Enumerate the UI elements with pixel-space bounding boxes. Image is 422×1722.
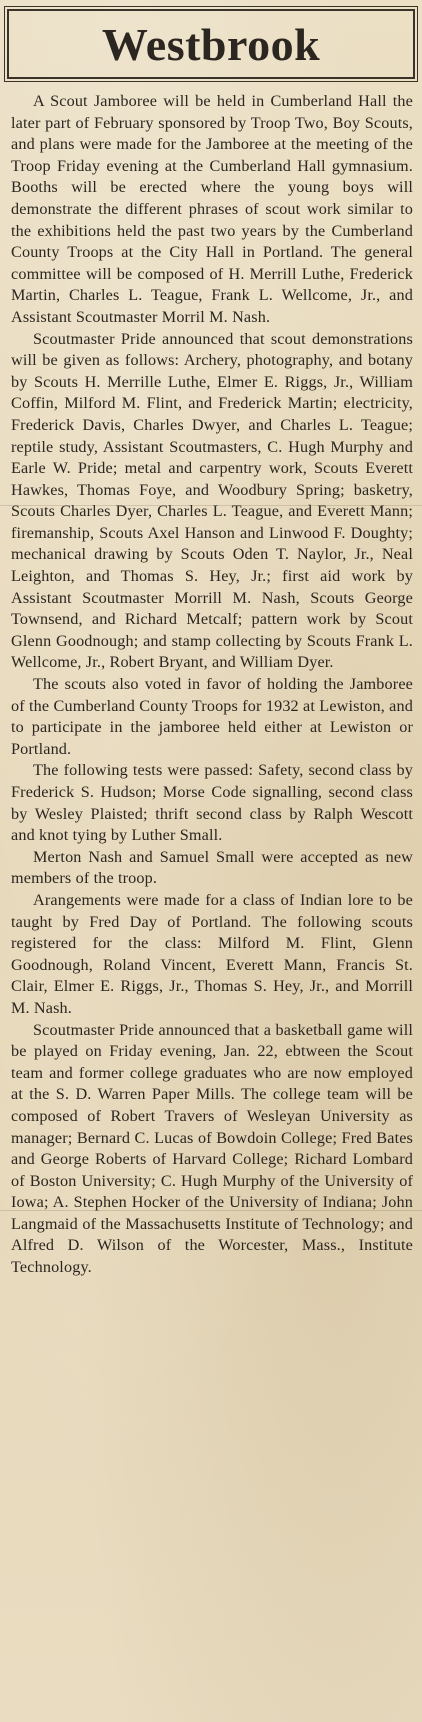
article-paragraph: A Scout Jamboree will be held in Cumberland Hall the later part of February sponsored by Troop Two, Boy Scouts, and plans were made for the Jamboree at the meeting of the Troop Friday evening at the Cumberland Hall gymnasium. Booths will be erected where the young boys will demonstrate the different phrases of scout work similar to the exhibitions held the past two years by the Cumberland County Troops at the City Hall in Portland. The general committee will be composed of H. Merrill Luthe, Frederick Martin, Charles L. Teague, Frank L. Wellcome, Jr., and Assistant Scoutmaster Morril M. Nash.	[11, 92, 413, 326]
article-paragraph: Merton Nash and Samuel Small were accepted as new members of the troop.	[11, 847, 413, 888]
article-paragraph: Arangements were made for a class of Indian lore to be taught by Fred Day of Portland. The following scouts registered for the class: Milford M. Flint, Glenn Goodnough, Roland Vincent, Everett Mann, Francis St. Clair, Elmer E. Riggs, Jr., Thomas S. Hey, Jr., and Morrill M. Nash.	[11, 890, 413, 1017]
masthead-box	[7, 9, 415, 79]
article-paragraph: Scoutmaster Pride announced that scout demonstrations will be given as follows: Archery, photography, and botany by Scouts H. Merrille Luthe, Elmer E. Riggs, Jr., William Coffin, Milford M. Flint, and Frederick Martin; electricity, Frederick Davis, Charles Dwyer, and Charles L. Teague; reptile study, Assistant Scoutmasters, C. Hugh Murphy and Earle W. Pride; metal and carpentry work, Scouts Everett Hawkes, Thomas Foye, and Woodbury Spring; basketry, Scouts Charles Dyer, Charles L. Teague, and Everett Mann; firemanship, Scouts Axel Hanson and Linwood F. Doughty; mechanical drawing by Scouts Oden T. Naylor, Jr., Neal Leighton, and Thomas S. Hey, Jr.; first aid work by Assistant Scoutmaster Morrill M. Nash, Scouts George Townsend, and Richard Metcalf; pattern work by Scout Glenn Goodnough; and stamp collecting by Scouts Frank L. Wellcome, Jr., Robert Bryant, and William Dyer.	[11, 329, 413, 672]
article-body	[7, 91, 415, 1279]
article-paragraph: The scouts also voted in favor of holding the Jamboree of the Cumberland County Troops for 1932 at Lewiston, and to participate in the jamboree held either at Lewiston or Portland.	[11, 675, 413, 758]
paper-fold-line	[0, 1210, 422, 1211]
paper-fold-line	[0, 505, 422, 506]
masthead-title: Westbrook	[101, 18, 321, 70]
article-paragraph: Scoutmaster Pride announced that a basketball game will be played on Friday evening, Jan. 22, ebtween the Scout team and former college graduates who are now employed at the S. D. Warren Paper Mills. The college team will be composed of Robert Travers of Wesleyan University as manager; Bernard C. Lucas of Bowdoin College; Fred Bates and George Roberts of Harvard College; Richard Lombard of Boston University; C. Hugh Murphy of the University of Iowa; A. Stephen Hocker of the University of Indiana; John Langmaid of the Massachusetts Institute of Technology; and Alfred D. Wilson of the Worcester, Mass., Institute Technology.	[11, 1020, 413, 1277]
article-paragraph: The following tests were passed: Safety, second class by Frederick S. Hudson; Morse Code signalling, second class by Wesley Plaisted; thrift second class by Ralph Wescott and knot tying by Luther Small.	[11, 761, 413, 845]
